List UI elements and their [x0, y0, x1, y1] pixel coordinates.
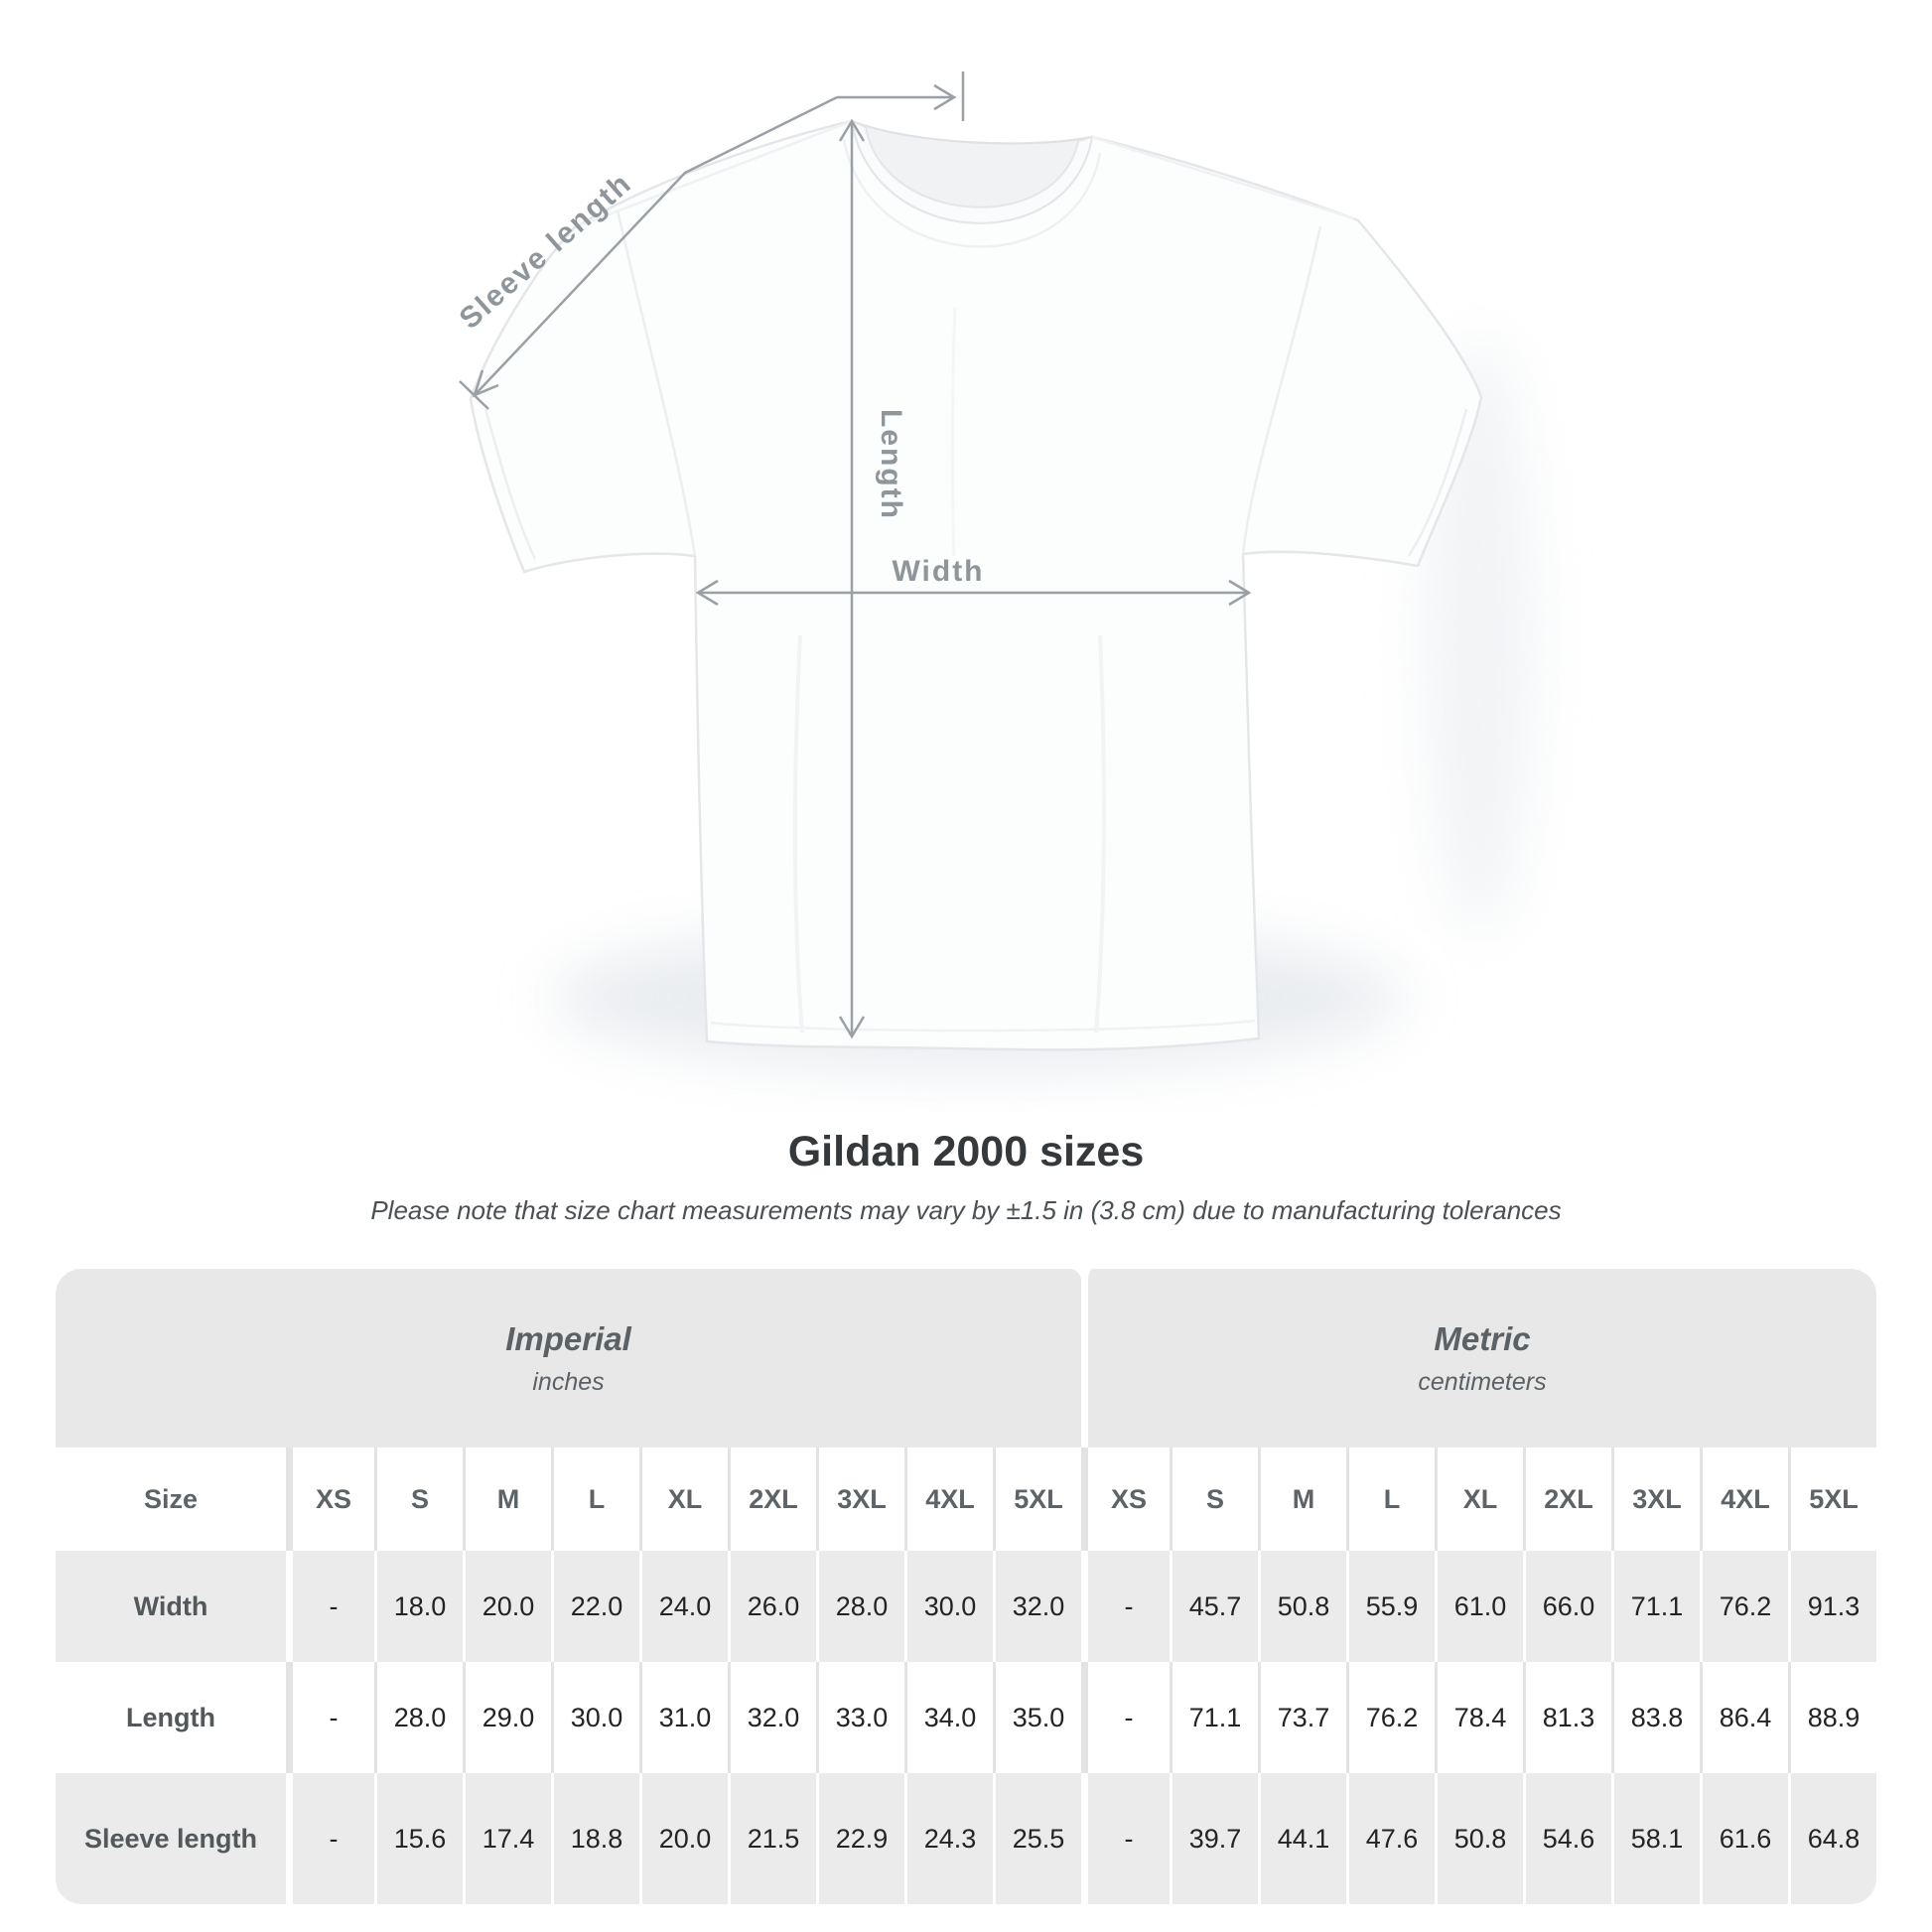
table-cell: 32.0 [728, 1662, 816, 1773]
table-cell: 18.0 [374, 1551, 463, 1662]
table-cell: 88.9 [1788, 1662, 1876, 1773]
table-cell: 20.0 [463, 1551, 551, 1662]
table-cell: 91.3 [1788, 1551, 1876, 1662]
table-row-width [56, 1551, 1876, 1662]
table-cell: 58.1 [1611, 1773, 1700, 1904]
table-cell: 78.4 [1435, 1662, 1523, 1773]
table-cell: 22.0 [551, 1551, 639, 1662]
table-cell: 44.1 [1258, 1773, 1346, 1904]
column-header-metric-l: L [1346, 1448, 1435, 1551]
column-header-imperial-5xl: 5XL [993, 1448, 1081, 1551]
table-cell: 15.6 [374, 1773, 463, 1904]
column-header-imperial-4xl: 4XL [904, 1448, 993, 1551]
table-cell: - [286, 1551, 374, 1662]
table-cell: 24.3 [904, 1773, 993, 1904]
size-header-label: Size [143, 1483, 199, 1514]
row-label: Length [126, 1702, 215, 1732]
column-header-imperial-2xl: 2XL [728, 1448, 816, 1551]
table-cell: 81.3 [1523, 1662, 1611, 1773]
table-cell: 30.0 [551, 1662, 639, 1773]
column-header-metric-3xl: 3XL [1611, 1448, 1700, 1551]
column-header-metric-m: M [1258, 1448, 1346, 1551]
table-row-sleeve-length [56, 1773, 1876, 1904]
table-row-length [56, 1662, 1876, 1773]
table-cell: 31.0 [639, 1662, 728, 1773]
table-cell: 50.8 [1258, 1551, 1346, 1662]
table-cell: 33.0 [816, 1662, 904, 1773]
imperial-section-title: Imperial [505, 1319, 631, 1357]
column-header-imperial-xs: XS [286, 1448, 374, 1551]
imperial-section-header [56, 1269, 1081, 1448]
table-cell: 76.2 [1700, 1551, 1788, 1662]
table-cell: 54.6 [1523, 1773, 1611, 1904]
page-title: Gildan 2000 sizes [787, 1128, 1145, 1175]
table-cell: 22.9 [816, 1773, 904, 1904]
row-label: Sleeve length [83, 1823, 258, 1854]
table-cell: 26.0 [728, 1551, 816, 1662]
column-header-imperial-3xl: 3XL [816, 1448, 904, 1551]
table-cell: 39.7 [1170, 1773, 1258, 1904]
row-label: Width [133, 1590, 208, 1621]
table-cell: - [286, 1662, 374, 1773]
column-header-metric-xs: XS [1081, 1448, 1170, 1551]
table-cell: 76.2 [1346, 1662, 1435, 1773]
metric-section-header [1081, 1269, 1876, 1448]
table-cell: 35.0 [993, 1662, 1081, 1773]
column-header-metric-2xl: 2XL [1523, 1448, 1611, 1551]
table-cell: 45.7 [1170, 1551, 1258, 1662]
table-cell: 50.8 [1435, 1773, 1523, 1904]
table-cell: 86.4 [1700, 1662, 1788, 1773]
table-cell: 47.6 [1346, 1773, 1435, 1904]
metric-section-units: centimeters [1418, 1367, 1547, 1396]
table-cell: 28.0 [374, 1662, 463, 1773]
table-cell: - [286, 1773, 374, 1904]
table-cell: 71.1 [1170, 1662, 1258, 1773]
column-header-imperial-l: L [551, 1448, 639, 1551]
size-header-row [56, 1448, 1876, 1551]
column-header-metric-xl: XL [1435, 1448, 1523, 1551]
table-cell: 28.0 [816, 1551, 904, 1662]
table-cell: 17.4 [463, 1773, 551, 1904]
table-cell: 73.7 [1258, 1662, 1346, 1773]
table-cell: 24.0 [639, 1551, 728, 1662]
table-cell: 21.5 [728, 1773, 816, 1904]
column-header-metric-5xl: 5XL [1788, 1448, 1876, 1551]
size-table [56, 1269, 1876, 1904]
table-cell: - [1081, 1551, 1170, 1662]
column-header-imperial-m: M [463, 1448, 551, 1551]
table-cell: 25.5 [993, 1773, 1081, 1904]
column-header-metric-s: S [1170, 1448, 1258, 1551]
column-header-imperial-xl: XL [639, 1448, 728, 1551]
imperial-section-units: inches [532, 1367, 605, 1396]
table-cell: 32.0 [993, 1551, 1081, 1662]
table-cell: 18.8 [551, 1773, 639, 1904]
unit-section-row [56, 1269, 1876, 1448]
width-label: Width [892, 555, 985, 588]
table-cell: 83.8 [1611, 1662, 1700, 1773]
table-cell: 61.6 [1700, 1773, 1788, 1904]
table-cell: 30.0 [904, 1551, 993, 1662]
table-cell: 20.0 [639, 1773, 728, 1904]
table-cell: - [1081, 1773, 1170, 1904]
length-label: Length [875, 409, 907, 520]
metric-section-title: Metric [1434, 1319, 1531, 1357]
column-header-metric-4xl: 4XL [1700, 1448, 1788, 1551]
table-cell: 61.0 [1435, 1551, 1523, 1662]
tolerance-note: Please note that size chart measurements may vary by ±1.5 in (3.8 cm) due to manufacturing tolerances [370, 1195, 1562, 1225]
table-cell: 66.0 [1523, 1551, 1611, 1662]
table-cell: 55.9 [1346, 1551, 1435, 1662]
table-cell: - [1081, 1662, 1170, 1773]
table-cell: 71.1 [1611, 1551, 1700, 1662]
column-header-imperial-s: S [374, 1448, 463, 1551]
table-cell: 64.8 [1788, 1773, 1876, 1904]
table-cell: 29.0 [463, 1662, 551, 1773]
table-cell: 34.0 [904, 1662, 993, 1773]
sleeve-length-label: Sleeve length [453, 166, 638, 336]
